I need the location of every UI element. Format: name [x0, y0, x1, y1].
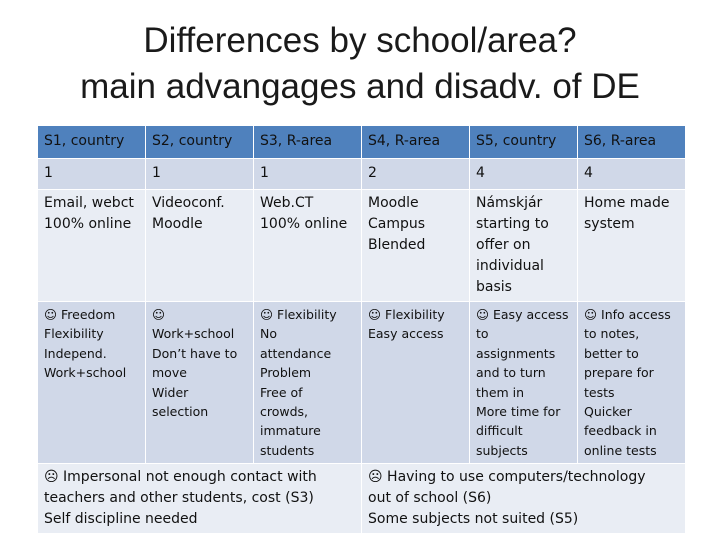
header-cell: S5, country — [470, 126, 578, 159]
method-cell: Email, webct 100% online — [38, 190, 146, 302]
advantages-row — [38, 302, 686, 464]
disadvantage-cell-right: ☹ Having to use computers/technology out of school (S6) Some subjects not suited (S5) — [362, 464, 686, 534]
advantage-cell: ☺ Flexibility No attendance Problem Free of crowds, immature students — [254, 302, 362, 464]
method-cell: Home made system — [578, 190, 686, 302]
method-cell: Web.CT 100% online — [254, 190, 362, 302]
count-cell: 4 — [470, 159, 578, 190]
count-cell: 4 — [578, 159, 686, 190]
title-line-2: main advangages and disadv. of DE — [80, 67, 640, 106]
method-cell: Moodle Campus Blended — [362, 190, 470, 302]
advantage-cell: ☺ Flexibility Easy access — [362, 302, 470, 464]
advantage-cell: ☺ Easy access to assignments and to turn them in More time for difficult subjects — [470, 302, 578, 464]
header-cell: S3, R-area — [254, 126, 362, 159]
disadvantage-cell-left: ☹ Impersonal not enough contact with teachers and other students, cost (S3) Self discipline needed — [38, 464, 362, 534]
count-cell: 2 — [362, 159, 470, 190]
count-cell: 1 — [254, 159, 362, 190]
count-cell: 1 — [38, 159, 146, 190]
header-cell: S2, country — [146, 126, 254, 159]
title-line-1: Differences by school/area? — [143, 21, 577, 60]
method-cell: Videoconf. Moodle — [146, 190, 254, 302]
slide-title — [0, 18, 720, 110]
method-cell: Námskjár starting to offer on individual basis — [470, 190, 578, 302]
advantage-cell: ☺ Work+school Don’t have to move Wider selection — [146, 302, 254, 464]
header-cell: S6, R-area — [578, 126, 686, 159]
advantage-cell: ☺ Freedom Flexibility Independ. Work+school — [38, 302, 146, 464]
disadvantages-row — [38, 464, 686, 534]
comparison-table — [37, 125, 686, 534]
method-row — [38, 190, 686, 302]
count-cell: 1 — [146, 159, 254, 190]
header-cell: S4, R-area — [362, 126, 470, 159]
advantage-cell: ☺ Info access to notes, better to prepare for tests Quicker feedback in online tests — [578, 302, 686, 464]
header-cell: S1, country — [38, 126, 146, 159]
header-row — [38, 126, 686, 159]
count-row — [38, 159, 686, 190]
